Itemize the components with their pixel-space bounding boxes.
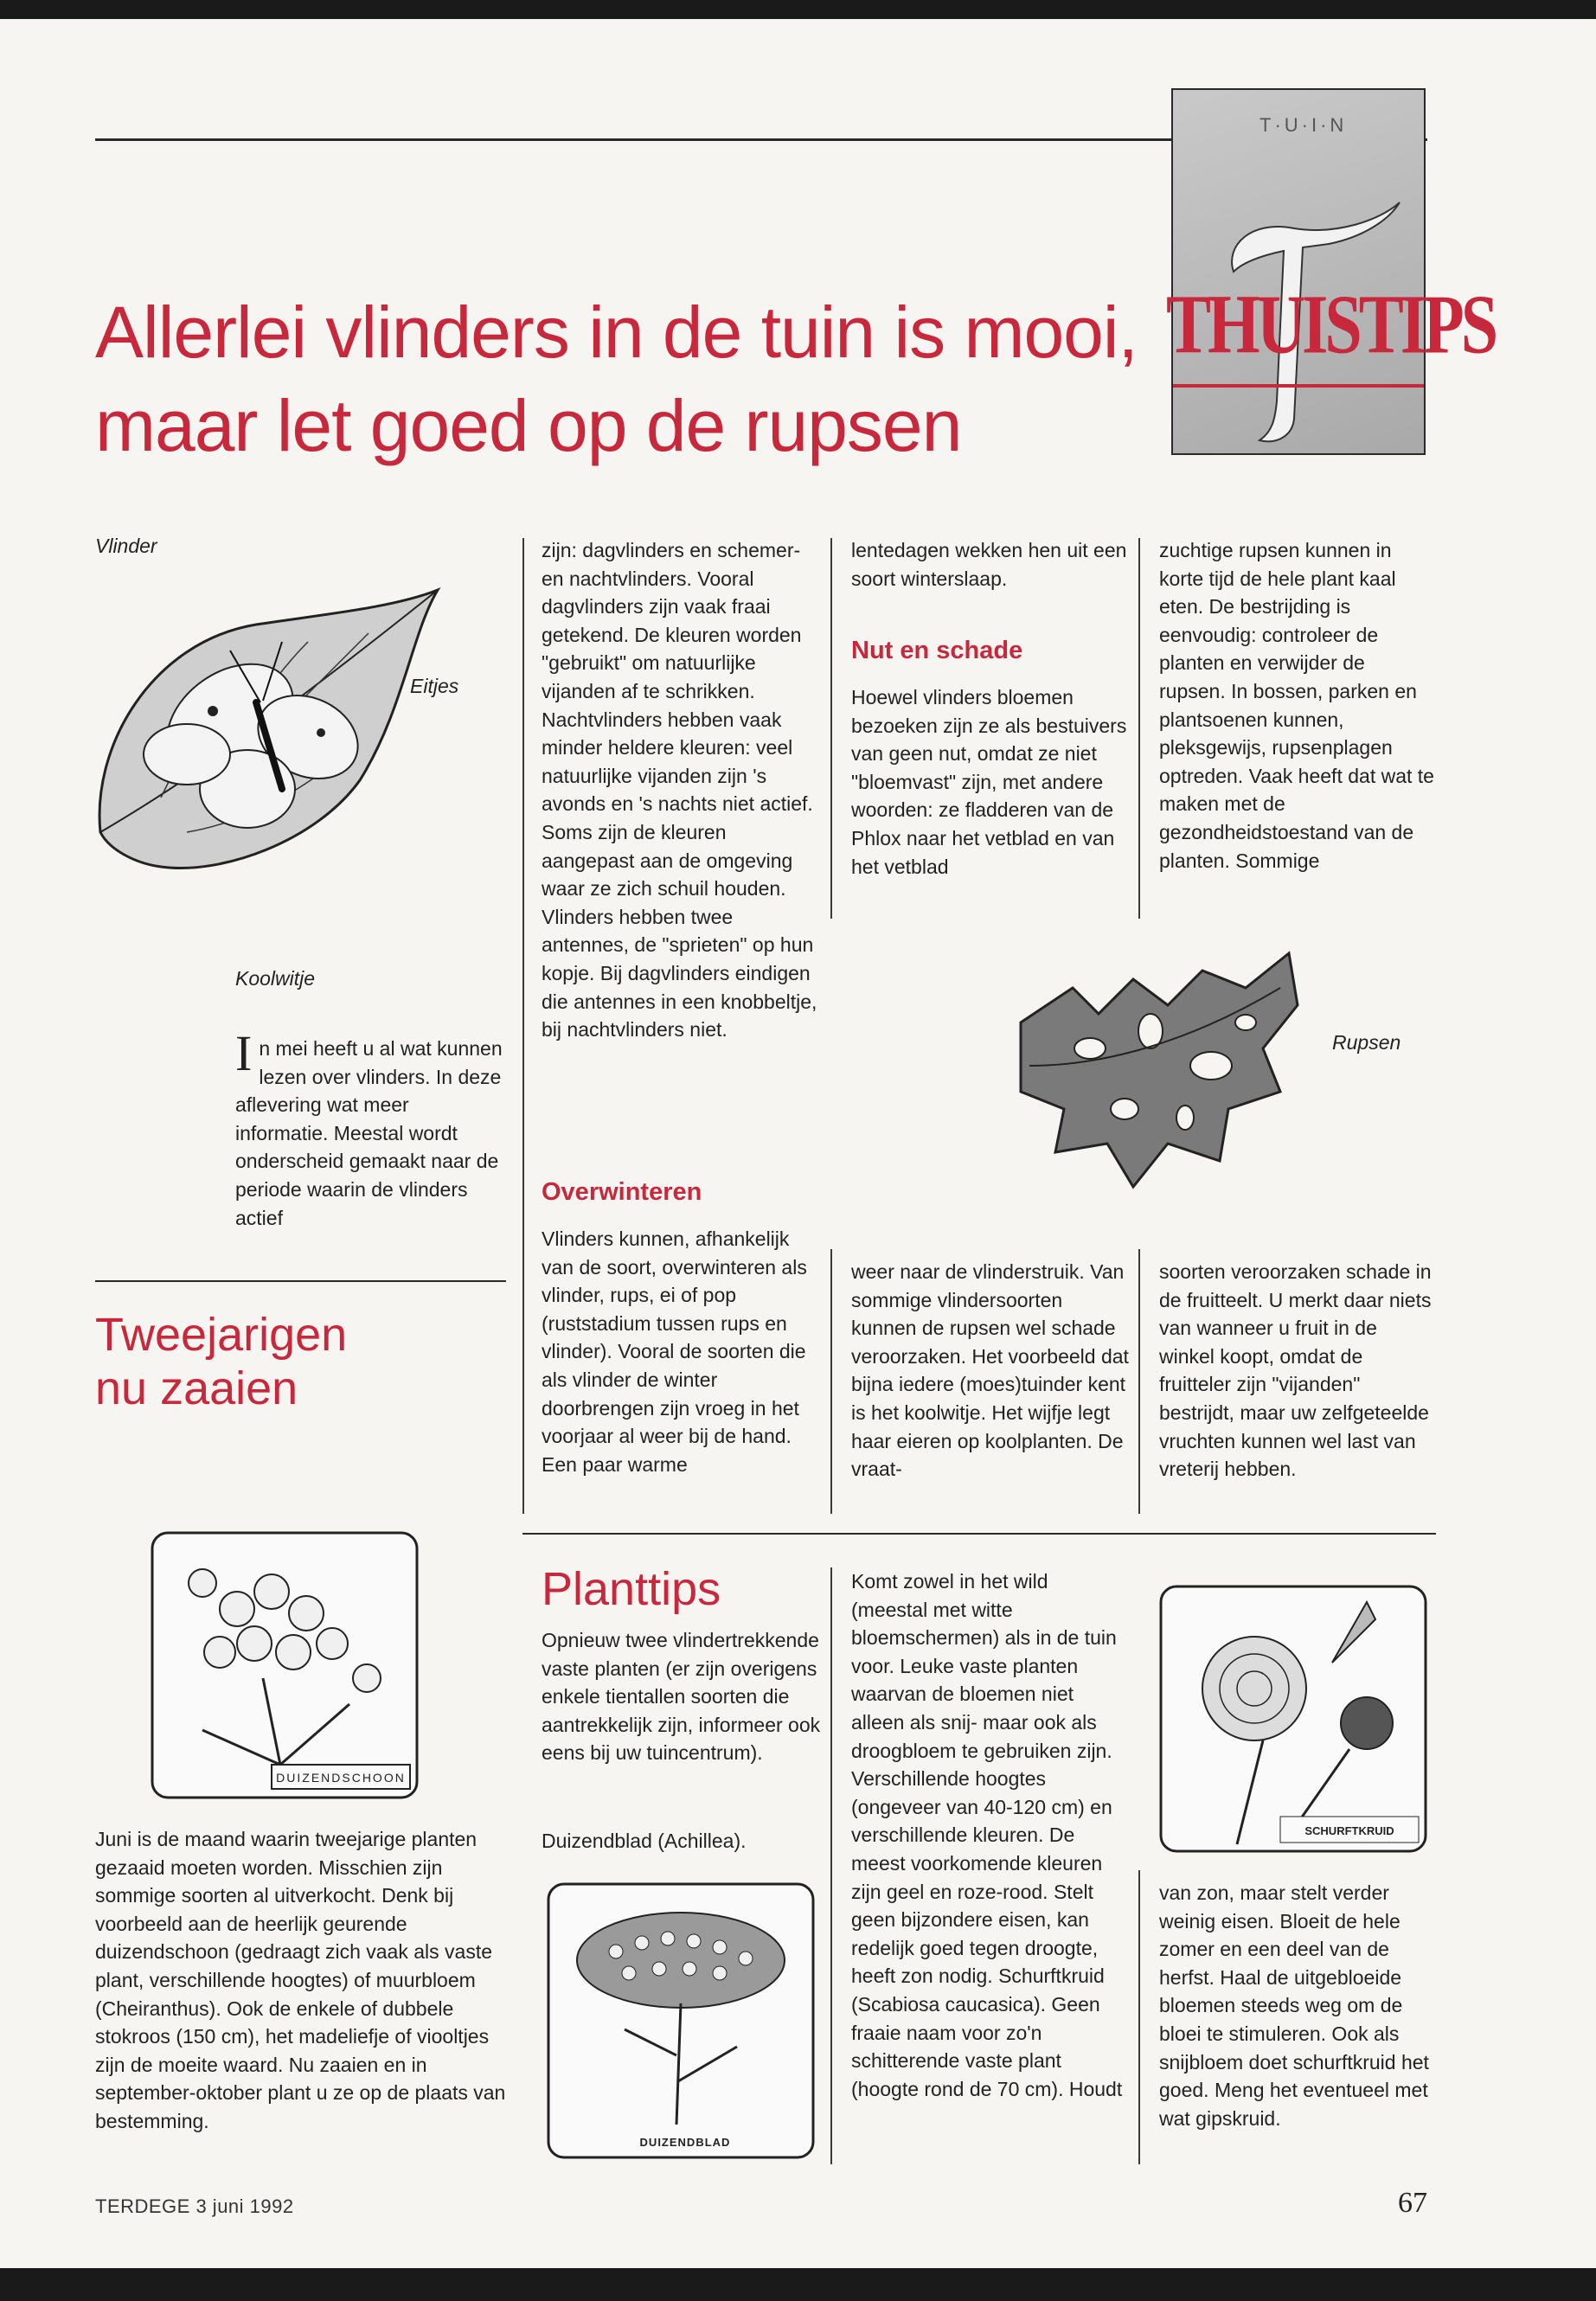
schurftkruid-label: SCHURFTKRUID xyxy=(1304,1824,1394,1837)
planttips-col4-text: van zon, maar stelt verder weinig eisen. Bloeit de hele zomer en een deel van de herfst. Haal de uitgebloeide bloemen steeds weg om de bloei te stimuleren. Ook als snijbloem doet schurftkruid het goed. Meng het eventueel met wat gipskruid. xyxy=(1159,1881,1429,2130)
planttips-divider-2 xyxy=(1138,1870,1140,2164)
caption-eitjes: Eitjes xyxy=(410,675,459,697)
caption-vlinder: Vlinder xyxy=(95,535,157,557)
col-divider-1 xyxy=(522,538,524,1514)
col-divider-5 xyxy=(1138,1249,1140,1514)
col4-bottom-text: soorten veroorzaken schade in de fruitteelt. U merkt daar niets van wanneer u fruit in de winkel koopt, omdat de fruitteler zijn "vijanden" bestrijdt, maar uw zelfgeteelde vruchten kunnen wel last van vreterij hebben. xyxy=(1159,1260,1432,1481)
nut-schade-heading: Nut en schade xyxy=(851,637,1023,664)
schurftkruid-illustration xyxy=(1159,1585,1427,1853)
drop-cap: I xyxy=(235,1025,253,1081)
col2-text: zijn: dagvlinders en schemer- en nachtvlinders. Vooral dagvlinders zijn vaak fraai getekend. De kleuren worden "gebruikt" om natuurlijke vijanden af te schrikken. Nachtvlinders hebben vaak minder heldere kleuren: veel natuurlijke vijanden zijn 's avonds en 's nachts niet actief. Soms zijn de kleuren aangepast aan de omgeving waar ze zich schuil houden. Vlinders hebben twee antennes, de "sprieten" op hun kopje. Bij dagvlinders eindigen die antennes in een knobbeltje, bij nachtvlinders niet. xyxy=(542,539,817,1042)
col-divider-2 xyxy=(830,538,832,919)
intro-body: n mei heeft u al wat kunnen lezen over vlinders. In deze aflevering wat meer informatie. Meestal wordt onderscheid gemaakt naar de periode waarin de vlinders actief xyxy=(235,1037,503,1229)
butterfly-leaf-illustration xyxy=(83,573,446,884)
duizendblad-illustration xyxy=(547,1882,815,2159)
tweejarigen-heading-line-2: nu zaaien xyxy=(95,1362,298,1414)
intro-text xyxy=(235,1025,503,1285)
duizendschoon-illustration xyxy=(151,1531,419,1799)
overwinteren-text: Vlinders kunnen, afhankelijk van de soort, overwinteren als vlinder, rups, ei of pop (ruststadium tussen rups en vlinder). Vooral de soorten die als vlinder de winter doorbrengen zijn vroeg in het voorjaar al weer bij de hand. Een paar warme xyxy=(542,1227,807,1476)
rupsen-leaf-illustration xyxy=(1003,936,1315,1195)
planttips-rule xyxy=(522,1533,1436,1535)
col-divider-3 xyxy=(1138,538,1140,919)
tweejarigen-rule xyxy=(95,1280,506,1282)
col4-top-text: zuchtige rupsen kunnen in korte tijd de hele plant kaal eten. De bestrijding is eenvoudig: controleer de planten en verwijder de rupsen. In bossen, parken en plantsoenen kunnen, pleksgewijs, rupsenplagen optreden. Vaak heeft dat wat te maken met de gezondheidstoestand van de planten. Sommige xyxy=(1159,539,1434,872)
duizendschoon-label: DUIZENDSCHOON xyxy=(276,1771,406,1785)
article-title xyxy=(95,285,1168,472)
planttips-heading: Planttips xyxy=(542,1563,721,1615)
planttips-divider-1 xyxy=(830,1567,832,2164)
magazine-page xyxy=(0,19,1596,2268)
col-divider-4 xyxy=(830,1249,832,1514)
logo-t-glyph-icon xyxy=(1173,90,1424,453)
title-line-1: Allerlei vlinders in de tuin is mooi, xyxy=(95,292,1138,373)
footer-publication: TERDEGE 3 juni 1992 xyxy=(95,2195,294,2217)
planttips-col3-text: Komt zowel in het wild (meestal met witte bloemschermen) als in de tuin voor. Leuke vaste planten waarvan de bloemen niet alleen als snij- maar ook als droogbloem te gebruiken zijn. Verschillende hoogtes (ongeveer van 40-120 cm) en verschillende kleuren. De meest voorkomende kleuren zijn geel en roze-rood. Stelt geen bijzondere eisen, kan redelijk goed tegen droogte, heeft zon nodig. Schurftkruid (Scabiosa caucasica). Geen fraaie naam voor zo'n schitterende vaste plant (hoogte rond de 70 cm). Houdt xyxy=(851,1570,1123,2100)
col3-bottom-text: weer naar de vlinderstruik. Van sommige vlindersoorten kunnen de rupsen wel schade veroorzaken. Het voorbeeld dat bijna iedere (moes)tuinder kent is het koolwitje. Het wijfje legt haar eieren op koolplanten. De vraat- xyxy=(851,1260,1129,1481)
page-number: 67 xyxy=(1398,2187,1427,2219)
overwinteren-heading: Overwinteren xyxy=(542,1178,702,1206)
nut-schade-text: Hoewel vlinders bloemen bezoeken zijn ze als bestuivers van geen nut, omdat ze niet "bloemvast" zijn, met andere woorden: ze fladderen van de Phlox naar het vetblad en van het vetblad xyxy=(851,686,1127,878)
caption-koolwitje: Koolwitje xyxy=(235,967,316,990)
planttips-text: Opnieuw twee vlindertrekkende vaste planten (er zijn overigens enkele tientallen soorten die aantrekkelijk zijn, informeer ook eens bij uw tuincentrum). xyxy=(542,1629,821,1765)
logo-thuistips-text: THUISTIPS xyxy=(1166,277,1496,371)
col3-top-text: lentedagen wekken hen uit een soort winterslaap. xyxy=(851,539,1127,590)
caption-rupsen: Rupsen xyxy=(1332,1031,1401,1054)
tweejarigen-text: Juni is de maand waarin tweejarige planten gezaaid moeten worden. Misschien zijn sommige soorten al uitverkocht. Denk bij voorbeeld aan de heerlijk geurende duizendschoon (gedraagt zich vaak als vaste plant, verschillende hoogtes) of muurbloem (Cheiranthus). Ook de enkele of dubbele stokroos (150 cm), het madeliefje of viooltjes zijn de moeite waard. Nu zaaien en in september-oktober plant u ze op de plaats van bestemming. xyxy=(95,1828,506,2132)
title-line-2: maar let goed op de rupsen xyxy=(95,385,962,466)
thuistips-logo xyxy=(1166,88,1496,455)
tweejarigen-heading xyxy=(95,1308,347,1415)
duizendblad-label: DUIZENDBLAD xyxy=(639,2136,731,2149)
tweejarigen-heading-line-1: Tweejarigen xyxy=(95,1309,348,1361)
logo-underline xyxy=(1173,384,1424,388)
planttips-subhead: Duizendblad (Achillea). xyxy=(542,1830,747,1852)
logo-tuin-label: T·U·I·N xyxy=(1259,114,1348,136)
